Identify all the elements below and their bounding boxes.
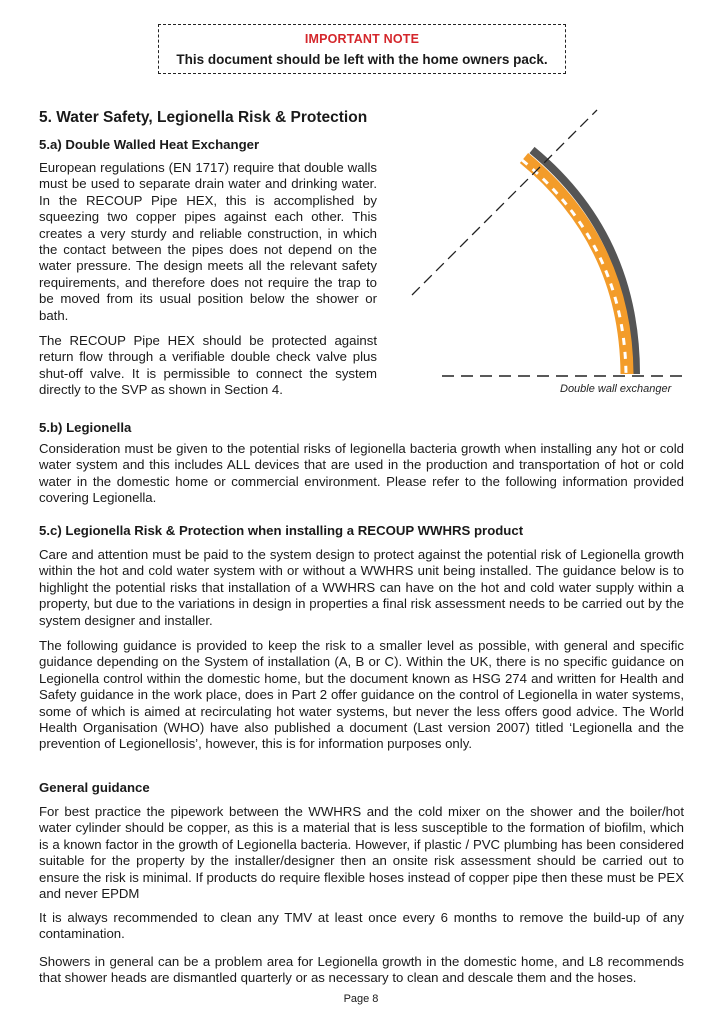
heading-5a: 5.a) Double Walled Heat Exchanger [39,137,260,152]
section-title: 5. Water Safety, Legionella Risk & Protection [39,109,368,126]
paragraph-general-2: It is always recommended to clean any TMV at least once every 6 months to remove the build-up of any contamination. [39,910,684,942]
important-note-text: This document should be left with the home owners pack. [176,52,548,67]
paragraph-5a-2: The RECOUP Pipe HEX should be protected against return flow through a verifiable double check valve plus shut-off valve. It is permissible to connect the system directly to the SVP as shown in Section 4. [39,333,377,398]
important-note-title: IMPORTANT NOTE [304,32,420,46]
heading-5b: 5.b) Legionella [39,420,132,435]
page-number: Page 8 [343,993,379,1005]
figure-caption: Double wall exchanger [560,383,672,395]
important-note-box [158,24,566,74]
heading-5c: 5.c) Legionella Risk & Protection when installing a RECOUP WWHRS product [39,523,524,538]
paragraph-5c-2: The following guidance is provided to keep the risk to a smaller level as possible, with general and specific guidance depending on the System of installation (A, B or C). Within the UK, there is no specific guidance on Legionella control within the domestic home, but the document known as HSG 274 and written for Health and Safety guidance in the work place, does in Part 2 offer guidance on the control of Legionella in water systems, some of which is aimed at recirculating hot water systems, but never the less offers good advice. The World Health Organisation (WHO) have also published a document (Last version 2007) titled ‘Legionella and the prevention of Legionellosis’, however, this is for information purposes only. [39,638,684,752]
paragraph-general-3: Showers in general can be a problem area for Legionella growth in the domestic home, and L8 recommends that shower heads are dismantled quarterly or as necessary to clean and descale them and the hoses. [39,954,684,986]
heading-general-guidance: General guidance [39,780,150,795]
paragraph-general-1: For best practice the pipework between the WWHRS and the cold mixer on the shower and the boiler/hot water cylinder should be copper, as this is a material that is less susceptible to the formation of biofilm, which is a known factor in the growth of Legionella bacteria. However, if plastic / PVC plumbing has been considered suitable for the property by the installer/designer then an onsite risk assessment should be carried out to ensure the risk is minimal. If products do require flexible hoses instead of copper pipe then these must be PEX and never EPDM [39,804,684,902]
paragraph-5c-1: Care and attention must be paid to the system design to protect against the potential risk of Legionella growth within the hot and cold water system with or without a WWHRS unit being installed. The guidance below is to highlight the potential risks that installation of a WWHRS can have on the hot and cold water supply within a property, but due to the variations in design in properties a final risk assessment needs to be carried out by the system designer and installer. [39,547,684,628]
paragraph-5b-1: Consideration must be given to the potential risks of legionella bacteria growth when installing any hot or cold water system and this includes ALL devices that are used in the production and transportation of hot or cold water in the domestic home or commercial environment. Please refer to the following information provided covering Legionella. [39,441,684,506]
paragraph-5a-1: European regulations (EN 1717) require that double walls must be used to separate drain water and drinking water. In the RECOUP Pipe HEX, this is accomplished by squeezing two copper pipes against each other. This creates a very sturdy and reliable construction, in which the contact between the pipes does not depend on the water pressure. The design meets all the relevant safety requirements, and therefore does not require the trap to be moved from its usual position below the shower or bath. [39,160,377,323]
double-wall-exchanger-figure [400,100,700,400]
